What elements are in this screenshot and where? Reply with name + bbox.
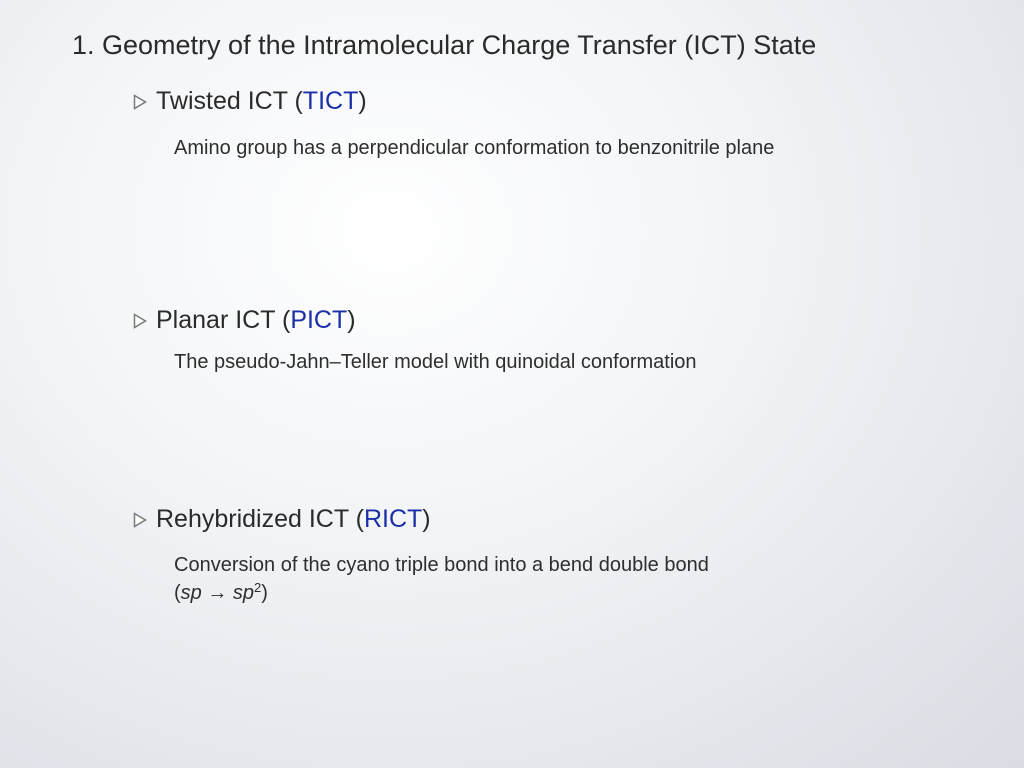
slide-title: 1. Geometry of the Intramolecular Charge Transfer (ICT) State: [72, 30, 817, 60]
triangle-bullet-icon: [133, 512, 147, 528]
bullet-heading-pict: Planar ICT (PICT): [156, 306, 356, 334]
bullet-pict: [133, 306, 356, 335]
description-rict-line: Conversion of the cyano triple bond into a bend double bond: [174, 554, 709, 576]
abbreviation-tict: TICT: [302, 87, 359, 115]
bullet-rict: [133, 505, 431, 534]
abbreviation-rict: RICT: [363, 505, 423, 533]
triangle-bullet-icon: [133, 313, 147, 329]
description-rict: [174, 551, 709, 607]
description-tict: Amino group has a perpendicular conformation to benzonitrile plane: [174, 137, 775, 159]
bullet-heading-rict: Rehybridized ICT (RICT): [156, 505, 431, 533]
abbreviation-pict: PICT: [290, 306, 348, 334]
hybridization-formula: $(sp \to sp^2)$: [174, 580, 268, 604]
bullet-tict: [133, 87, 367, 116]
description-pict: The pseudo-Jahn–Teller model with quinoidal conformation: [174, 351, 697, 373]
triangle-bullet-icon: [133, 94, 147, 110]
bullet-heading-tict: Twisted ICT (TICT): [156, 87, 367, 115]
